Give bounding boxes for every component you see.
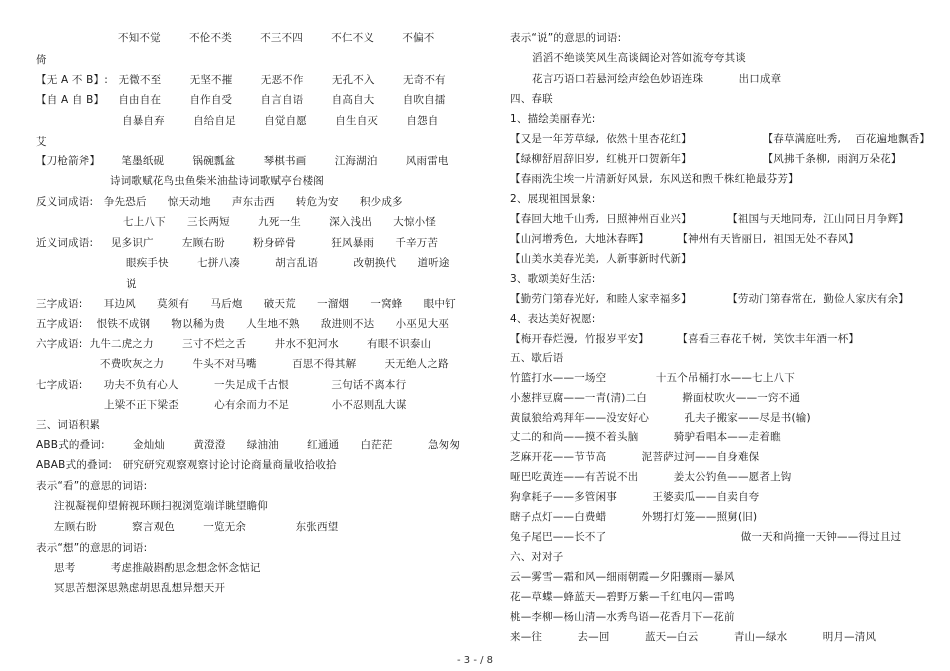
right-line: 小葱拌豆腐——一青(清)二白 擀面杖吹火——一窍不通 bbox=[510, 392, 801, 404]
left-line: 六字成语: 九牛二虎之力 三寸不烂之舌 井水不犯河水 有眼不识泰山 bbox=[36, 338, 432, 350]
left-line: 【无 A 不 B】: 无微不至 无坚不摧 无恶不作 无孔不入 无奇不有 bbox=[36, 74, 446, 86]
left-line: 说 bbox=[126, 278, 137, 290]
right-line: 芝麻开花——节节高 泥菩萨过河——自身难保 bbox=[510, 451, 760, 463]
left-line: 上梁不正下梁歪 心有余而力不足 小不忍则乱大谋 bbox=[104, 399, 407, 411]
right-line: 花言巧语口若悬河绘声绘色妙语连珠 出口成章 bbox=[532, 73, 782, 85]
left-line: 不知不觉 不伦不类 不三不四 不仁不义 不偏不 bbox=[118, 32, 435, 44]
right-line: 丈二的和尚——摸不着头脑 骑驴看唱本——走着瞧 bbox=[510, 431, 781, 443]
left-line: 表示“想”的意思的词语: bbox=[36, 542, 148, 554]
right-line: 五、歇后语 bbox=[510, 352, 564, 364]
page-number: - 3 - / 8 bbox=[456, 655, 494, 666]
left-line: 三字成语: 耳边风 莫须有 马后炮 破天荒 一溜烟 一窝蜂 眼中钉 bbox=[36, 298, 456, 310]
right-line: 桃—李柳—杨山清—水秀鸟语—花香月下—花前 bbox=[510, 611, 735, 623]
right-line: 2、展现祖国景象: bbox=[510, 193, 596, 205]
right-line: 黄鼠狼给鸡拜年——没安好心 孔夫子搬家——尽是书(输) bbox=[510, 412, 811, 424]
right-line: 竹篮打水——一场空 十五个吊桶打水——七上八下 bbox=[510, 372, 795, 384]
left-line: 冥思苦想深思熟虑胡思乱想异想天开 bbox=[54, 582, 226, 594]
left-line: 近义词成语: 见多识广 左顾右盼 粉身碎骨 狂风暴雨 千辛万苦 bbox=[36, 237, 439, 249]
left-line: 【刀枪箭斧】 笔墨纸砚 锅碗瓢盆 琴棋书画 江海湖泊 风雨雷电 bbox=[36, 155, 449, 167]
right-line: 滔滔不绝谈笑风生高谈阔论对答如流夸夸其谈 bbox=[532, 52, 746, 64]
right-line: 3、歌颂美好生活: bbox=[510, 273, 596, 285]
left-line: 倚 bbox=[36, 54, 47, 66]
right-line: 花—草蝶—蜂蓝天—碧野万紫—千红电闪—雷鸣 bbox=[510, 591, 735, 603]
right-line: 4、表达美好祝愿: bbox=[510, 313, 596, 325]
right-line: 哑巴吃黄连——有苦说不出 姜太公钓鱼——愿者上钩 bbox=[510, 471, 792, 483]
right-line: 六、对对子 bbox=[510, 551, 564, 563]
right-line: 【山河增秀色, 大地沐春晖】 【神州有天皆丽日, 祖国无处不春风】 bbox=[510, 233, 860, 245]
left-line: 【自 A 自 B】 自由自在 自作自受 自言自语 自高自大 自吹自擂 bbox=[36, 94, 446, 106]
left-line: 诗词歌赋花鸟虫鱼柴米油盐诗词歌赋亭台楼阁 bbox=[110, 175, 324, 187]
left-line: 艾 bbox=[36, 136, 47, 148]
right-line: 兔子尾巴——长不了 做一天和尚撞一天钟——得过且过 bbox=[510, 531, 902, 543]
right-line: 瞎子点灯——白费蜡 外甥打灯笼——照舅(旧) bbox=[510, 511, 758, 523]
left-line: 七上八下 三长两短 九死一生 深入浅出 大惊小怪 bbox=[123, 216, 437, 228]
right-line: 【山美水美春光美, 人新事新时代新】 bbox=[510, 253, 692, 265]
left-line: 不费吹灰之力 牛头不对马嘴 百思不得其解 天无绝人之路 bbox=[100, 358, 449, 370]
right-line: 来—往 去—回 蓝天—白云 青山—绿水 明月—清风 bbox=[510, 631, 877, 643]
right-line: 四、春联 bbox=[510, 93, 553, 105]
right-line: 1、描绘美丽春光: bbox=[510, 113, 596, 125]
right-line: 【勤劳门第春光好, 和睦人家幸福多】 【劳动门第春常在, 勤俭人家庆有余】 bbox=[510, 293, 910, 305]
left-line: ABAB式的叠词: 研究研究观察观察讨论讨论商量商量收拾收拾 bbox=[36, 459, 337, 471]
left-line: 七字成语: 功夫不负有心人 一失足成千古恨 三句话不离本行 bbox=[36, 379, 407, 391]
left-line: 思考 考虑推敲斟酌思念想念怀念惦记 bbox=[54, 562, 261, 574]
right-line: 云—雾雪—霜和风—细雨朝霞—夕阳骤雨—暴风 bbox=[510, 571, 735, 583]
left-line: 三、词语积累 bbox=[36, 419, 101, 431]
left-line: 五字成语: 恨铁不成钢 物以稀为贵 人生地不熟 敌进则不达 小巫见大巫 bbox=[36, 318, 450, 330]
left-line: ABB式的叠词: 金灿灿 黄澄澄 绿油油 红通通 白茫茫 急匆匆 bbox=[36, 439, 461, 451]
left-line: 眼疾手快 七拼八凑 胡言乱语 改朝换代 道听途 bbox=[126, 257, 450, 269]
right-line: 【梅开春烂漫, 竹报岁平安】 【喜看三春花千树, 笑饮丰年酒一杯】 bbox=[510, 333, 860, 345]
right-line: 【春雨洗尘埃一片清新好风景, 东风送和煦千株红艳最芬芳】 bbox=[510, 173, 799, 185]
right-line: 【绿柳舒眉辞旧岁, 红桃开口贺新年】 【风拂千条柳, 雨润万朵花】 bbox=[510, 153, 902, 165]
left-line: 自暴自弃 自给自足 自觉自愿 自生自灭 自怨自 bbox=[122, 115, 439, 127]
left-line: 注视凝视仰望俯视环顾扫视浏览端详眺望瞻仰 bbox=[54, 500, 268, 512]
left-line: 反义词成语: 争先恐后 惊天动地 声东击西 转危为安 积少成多 bbox=[36, 196, 403, 208]
right-line: 【春回大地千山秀, 日照神州百业兴】 【祖国与天地同寿, 江山同日月争辉】 bbox=[510, 213, 910, 225]
left-line: 表示“看”的意思的词语: bbox=[36, 480, 148, 492]
right-line: 狗拿耗子——多管闲事 王婆卖瓜——自卖自夸 bbox=[510, 491, 760, 503]
right-line: 表示“说”的意思的词语: bbox=[510, 32, 622, 44]
right-line: 【又是一年芳草绿, 依然十里杏花红】 【春草满庭吐秀, 百花遍地飘香】 bbox=[510, 133, 931, 145]
left-line: 左顾右盼 察言观色 一览无余 东张西望 bbox=[54, 521, 339, 533]
